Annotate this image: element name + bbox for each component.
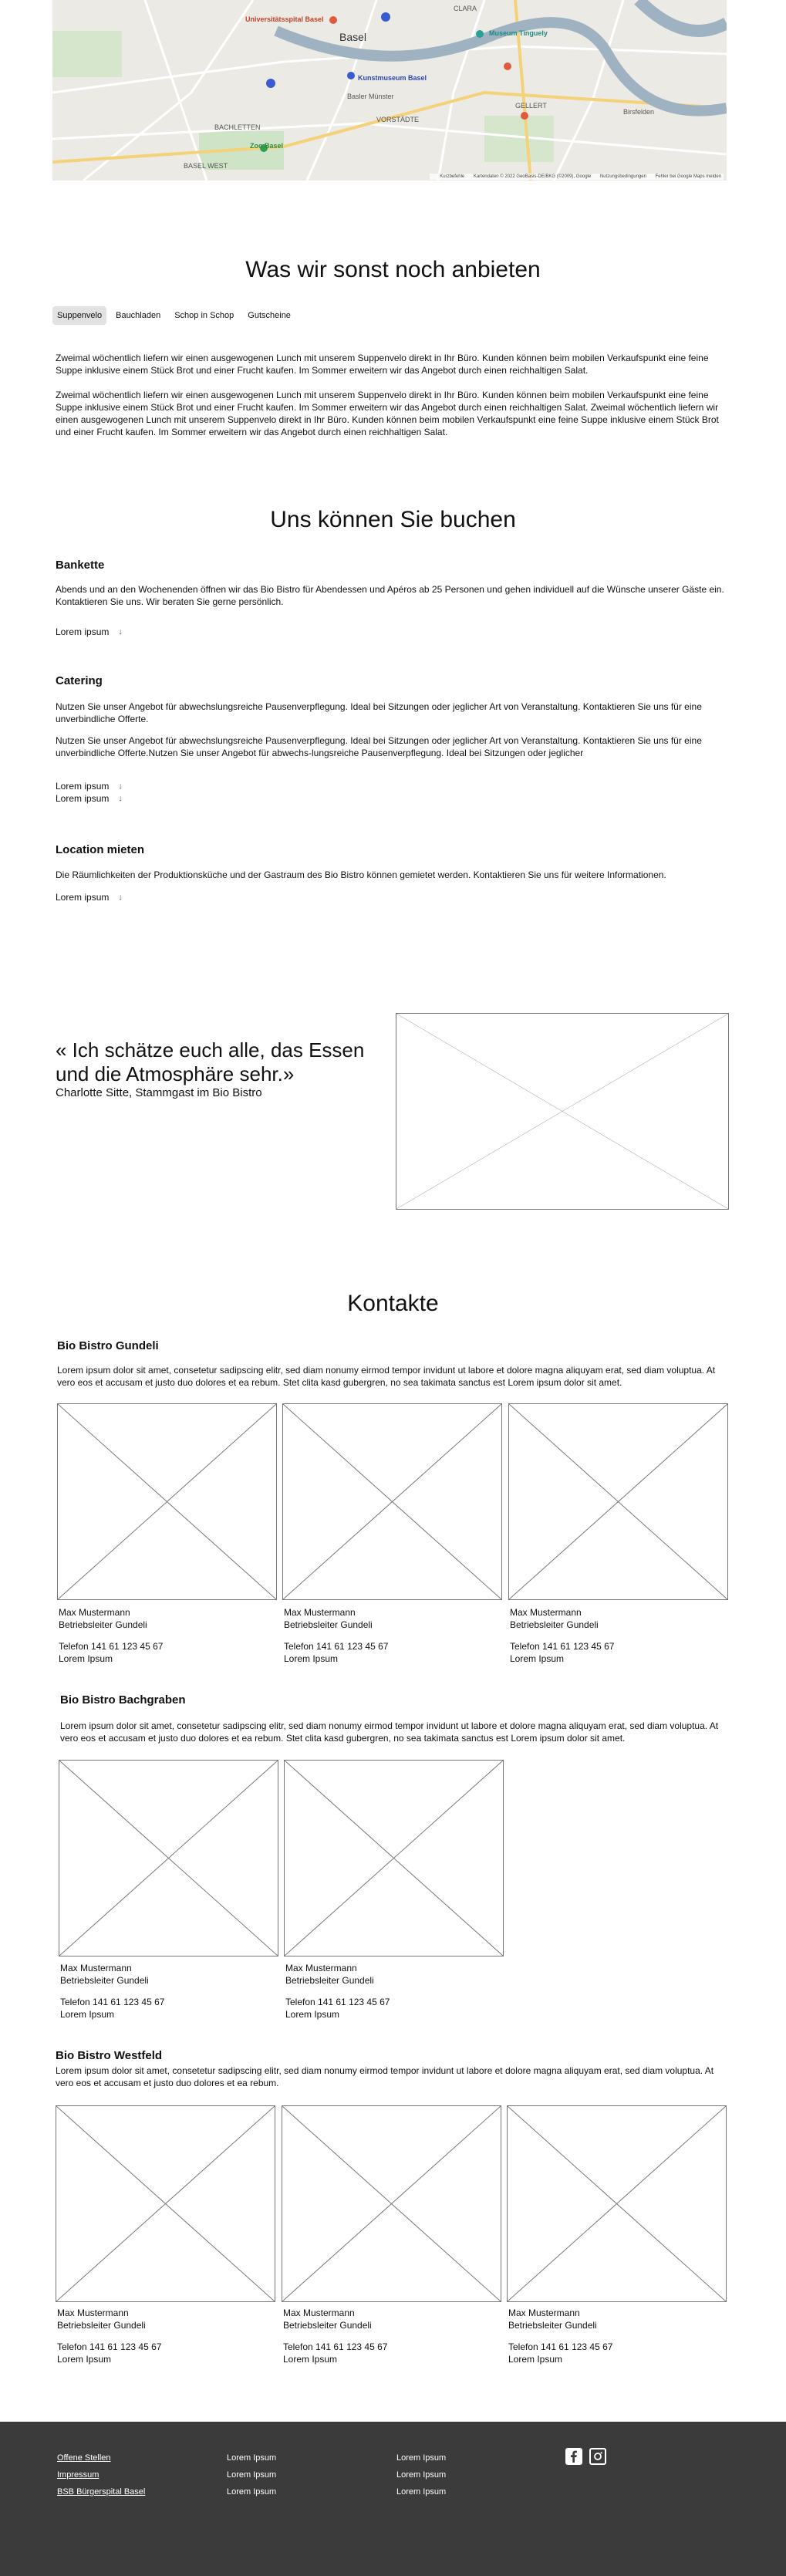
contact-extra: Lorem Ipsum — [508, 2354, 563, 2365]
contact-extra: Lorem Ipsum — [283, 2354, 338, 2365]
offers-paragraph-1: Zweimal wöchentlich liefern wir einen ausgewogenen Lunch mit unserem Suppenvelo direkt in Ihr Büro. Kunden können beim mobilen Verkaufspunkt eine feine Suppe inklusive einem Stück Brot und einer Frucht kaufen. Im Sommer erweitern wir das Angebot durch einen reichhaltigen Salat. — [56, 353, 709, 376]
contact-group-intro: Lorem ipsum dolor sit amet, consetetur sadipscing elitr, sed diam nonumy eirmod tempor invidunt ut labore et dolore magna aliquyam erat, sed diam voluptua. At vero eos et accusam et justo duo dolores et ea rebum. Stet clita kasd gubergren, no sea takimata sanctus est Lorem ipsum dolor sit amet. — [57, 1365, 716, 1388]
tab-gutscheine[interactable]: Gutscheine — [248, 311, 291, 320]
contact-phone[interactable]: Telefon 141 61 123 45 67 — [57, 2341, 162, 2352]
booking-title: Uns können Sie buchen — [270, 507, 516, 532]
contact-name: Max Mustermann — [285, 1963, 357, 1973]
testimonial-author: Charlotte Sitte, Stammgast im Bio Bistro — [56, 1086, 262, 1099]
catering-link-label: Lorem ipsum — [56, 781, 110, 792]
contact-phone[interactable]: Telefon 141 61 123 45 67 — [60, 1997, 165, 2007]
tab-schop-in-schop[interactable]: Schop in Schop — [174, 311, 234, 320]
tab-suppenvelo[interactable]: Suppenvelo — [52, 306, 106, 325]
contact-extra: Lorem Ipsum — [59, 1653, 113, 1664]
catering-text-2: Nutzen Sie unser Angebot für abwechslungsreiche Pausenverpflegung. Ideal bei Sitzungen oder jeglicher Art von Veranstaltung. Kontaktieren Sie uns für eine unverbindliche Offerte.Nutzen Sie unser Angebot für abwechs-lungsreiche Pausenverpflegung. Ideal bei Sitzungen oder jeglicher — [56, 735, 702, 758]
map-place-bachletten: BACHLETTEN — [214, 123, 261, 131]
contact-phone[interactable]: Telefon 141 61 123 45 67 — [59, 1641, 164, 1652]
footer-text: Lorem Ipsum — [227, 2453, 277, 2463]
map-graphic — [52, 0, 727, 181]
contact-photo-placeholder — [508, 1403, 728, 1600]
contact-card-info — [59, 1606, 275, 1665]
footer-text: Lorem Ipsum — [396, 2470, 447, 2480]
contact-photo-placeholder — [282, 2105, 501, 2302]
map-data-credit: Kartendaten © 2022 GeoBasis-DE/BKG (©2009), Google — [473, 174, 592, 179]
location-map[interactable] — [52, 0, 727, 181]
bankette-link[interactable] — [56, 626, 123, 637]
map-place-gellert: GELLERT — [515, 102, 547, 110]
offers-title: Was wir sonst noch anbieten — [245, 257, 541, 282]
contact-group-intro: Lorem ipsum dolor sit amet, consetetur sadipscing elitr, sed diam nonumy eirmod tempor invidunt ut labore et dolore magna aliquyam erat, sed diam voluptua. At vero eos et accusam et justo duo dolores et ea rebum. Stet clita kasd gubergren, no sea takimata sanctus est Lorem ipsum dolor sit amet. — [60, 1720, 719, 1744]
contact-extra: Lorem Ipsum — [57, 2354, 112, 2365]
testimonial-quote: « Ich schätze euch alle, das Essen und die Atmosphäre sehr.» — [56, 1038, 365, 1085]
facebook-icon[interactable] — [565, 2448, 582, 2465]
tab-bauchladen[interactable]: Bauchladen — [116, 311, 161, 320]
map-place-birsfelden: Birsfelden — [623, 108, 655, 116]
map-report-link[interactable]: Fehler bei Google Maps melden — [655, 174, 721, 179]
footer-column-2 — [227, 2449, 276, 2500]
site-footer — [0, 2422, 786, 2576]
contact-group-title: Bio Bistro Westfeld — [56, 2049, 163, 2062]
contact-photo-placeholder — [282, 1403, 502, 1600]
bankette-text: Abends und an den Wochenenden öffnen wir das Bio Bistro für Abendessen und Apéros ab 25 Personen und gehen individuell auf die Wünsche unserer Gäste ein. Kontaktieren Sie uns. Wir beraten Sie gerne persönlich. — [56, 584, 724, 607]
contact-photo-placeholder — [284, 1760, 504, 1956]
footer-column-3 — [396, 2449, 446, 2500]
contact-name: Max Mustermann — [284, 1607, 356, 1618]
contact-photo-placeholder — [59, 1760, 278, 1956]
map-place-basel-west: BASEL WEST — [184, 162, 228, 170]
footer-text: Lorem Ipsum — [396, 2453, 447, 2463]
catering-link-1[interactable] — [56, 781, 123, 792]
instagram-icon[interactable] — [589, 2448, 606, 2465]
contact-group-intro: Lorem ipsum dolor sit amet, consetetur sadipscing elitr, sed diam nonumy eirmod tempor invidunt ut labore et dolore magna aliquyam erat, sed diam voluptua. At vero eos et accusam et justo duo dolores et ea rebum. — [56, 2065, 714, 2088]
contact-phone[interactable]: Telefon 141 61 123 45 67 — [283, 2341, 388, 2352]
contact-name: Max Mustermann — [60, 1963, 132, 1973]
contact-card-info — [60, 1962, 276, 2021]
catering-title: Catering — [56, 674, 103, 687]
contact-role: Betriebsleiter Gundeli — [59, 1619, 147, 1630]
contacts-title: Kontakte — [347, 1291, 439, 1316]
contact-card-info — [284, 1606, 500, 1665]
contact-name: Max Mustermann — [59, 1607, 130, 1618]
contact-name: Max Mustermann — [57, 2308, 129, 2318]
arrow-down-icon: ↓ — [118, 782, 123, 791]
bankette-title: Bankette — [56, 559, 105, 572]
contact-name: Max Mustermann — [510, 1607, 582, 1618]
contact-name: Max Mustermann — [283, 2308, 355, 2318]
footer-text: Lorem Ipsum — [227, 2487, 277, 2497]
catering-text-1: Nutzen Sie unser Angebot für abwechslungsreiche Pausenverpflegung. Ideal bei Sitzungen oder jeglicher Art von Veranstaltung. Kontaktieren Sie uns für eine unverbindliche Offerte. — [56, 701, 702, 724]
footer-link-imprint[interactable]: Impressum — [57, 2470, 100, 2480]
map-poi-zoo[interactable]: Zoo Basel — [250, 142, 284, 150]
location-link[interactable] — [56, 892, 123, 903]
footer-links — [57, 2449, 145, 2500]
location-title: Location mieten — [56, 843, 145, 856]
contact-name: Max Mustermann — [508, 2308, 580, 2318]
bankette-link-label: Lorem ipsum — [56, 626, 110, 637]
map-poi-tinguely[interactable]: Museum Tinguely — [489, 29, 548, 37]
contact-phone[interactable]: Telefon 141 61 123 45 67 — [510, 1641, 615, 1652]
contact-role: Betriebsleiter Gundeli — [285, 1975, 374, 1986]
contact-role: Betriebsleiter Gundeli — [508, 2320, 597, 2331]
contact-group-title: Bio Bistro Bachgraben — [60, 1693, 186, 1707]
footer-text: Lorem Ipsum — [396, 2487, 447, 2497]
map-terms-link[interactable]: Nutzungsbedingungen — [599, 174, 646, 179]
contact-extra: Lorem Ipsum — [284, 1653, 339, 1664]
offers-tabs — [52, 306, 295, 325]
footer-link-buergerspital[interactable]: BSB Bürgerspital Basel — [57, 2487, 146, 2497]
location-text: Die Räumlichkeiten der Produktionsküche und der Gastraum des Bio Bistro können gemietet werden. Kontaktieren Sie uns für weitere Informationen. — [56, 869, 666, 880]
map-poi-kunstmuseum[interactable]: Kunstmuseum Basel — [358, 74, 427, 82]
catering-link-2[interactable] — [56, 793, 123, 804]
contact-role: Betriebsleiter Gundeli — [283, 2320, 372, 2331]
contact-photo-placeholder — [57, 1403, 277, 1600]
contact-role: Betriebsleiter Gundeli — [284, 1619, 373, 1630]
contact-photo-placeholder — [56, 2105, 275, 2302]
arrow-down-icon: ↓ — [118, 893, 123, 902]
contact-card-info — [508, 2307, 724, 2365]
contact-extra: Lorem Ipsum — [510, 1653, 565, 1664]
map-city-label: Basel — [339, 31, 367, 43]
contact-phone[interactable]: Telefon 141 61 123 45 67 — [285, 1997, 390, 2007]
contact-card-info — [57, 2307, 273, 2365]
map-poi-spital[interactable]: Universitätsspital Basel — [245, 15, 324, 23]
contact-role: Betriebsleiter Gundeli — [60, 1975, 149, 1986]
contact-extra: Lorem Ipsum — [60, 2009, 115, 2020]
location-link-label: Lorem ipsum — [56, 892, 110, 903]
catering-link-label: Lorem ipsum — [56, 793, 110, 804]
map-attribution — [430, 174, 724, 180]
map-shortcuts-link[interactable]: Kurzbefehle — [440, 174, 465, 179]
contact-group-title: Bio Bistro Gundeli — [57, 1339, 159, 1352]
footer-text: Lorem Ipsum — [227, 2470, 277, 2480]
testimonial-image-placeholder — [396, 1013, 729, 1210]
contact-role: Betriebsleiter Gundeli — [510, 1619, 599, 1630]
arrow-down-icon: ↓ — [118, 627, 123, 636]
contact-card-info — [285, 1962, 501, 2021]
map-place-muenster: Basler Münster — [347, 93, 394, 100]
map-place-vorstaedte: VORSTÄDTE — [376, 116, 420, 123]
contact-card-info — [510, 1606, 726, 1665]
arrow-down-icon: ↓ — [118, 794, 123, 803]
footer-link-jobs[interactable]: Offene Stellen — [57, 2453, 111, 2463]
contact-role: Betriebsleiter Gundeli — [57, 2320, 146, 2331]
map-place-clara: CLARA — [454, 5, 477, 12]
contact-card-info — [283, 2307, 499, 2365]
contact-phone[interactable]: Telefon 141 61 123 45 67 — [284, 1641, 389, 1652]
contact-phone[interactable]: Telefon 141 61 123 45 67 — [508, 2341, 613, 2352]
offers-paragraph-2: Zweimal wöchentlich liefern wir einen ausgewogenen Lunch mit unserem Suppenvelo direkt in Ihr Büro. Kunden können beim mobilen Verkaufspunkt eine feine Suppe inklusive einem Stück Brot und einer Frucht kaufen. Im Sommer erweitern wir das Angebot durch einen reichhaltigen Salat. Zweimal wöchentlich liefern wir einen ausgewogenen Lunch mit unserem Suppenvelo direkt in Ihr Büro. Kunden können beim mobilen Verkaufspunkt eine feine Suppe inklusive einem Stück Brot und einer Frucht kaufen. Im Sommer erweitern wir das Angebot durch einen reichhaltigen Salat. — [56, 390, 719, 437]
contact-extra: Lorem Ipsum — [285, 2009, 340, 2020]
contact-photo-placeholder — [507, 2105, 727, 2302]
